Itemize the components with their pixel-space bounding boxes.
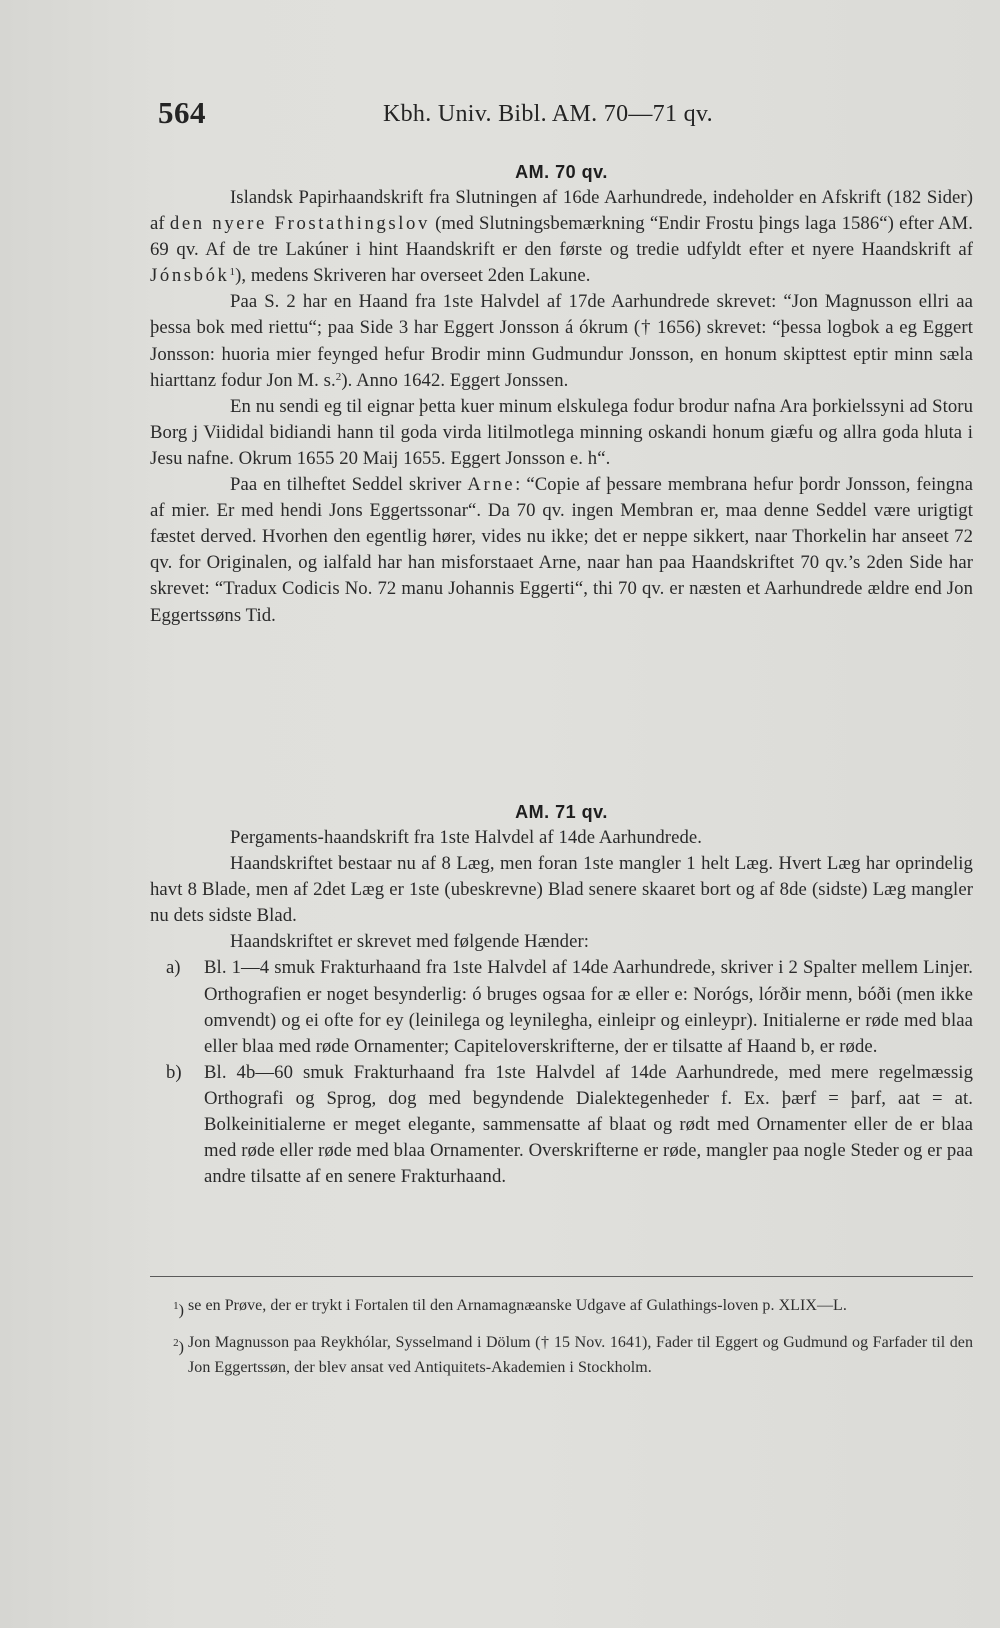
text-segment-spaced: Jónsbók bbox=[150, 265, 230, 287]
text-segment: Paa en tilheftet Seddel skriver bbox=[230, 474, 468, 496]
section-am-71 bbox=[150, 802, 973, 1190]
paragraph-am71-2: Haandskriftet bestaar nu af 8 Læg, men foran 1ste mangler 1 helt Læg. Hvert Læg har oprindelig havt 8 Blade, men af 2det Læg er 1ste (ubeskrevne) Blad senere skaaret bort og af 8de (sidste) Læg mangler nu dets sidste Blad. bbox=[150, 853, 973, 927]
footnote-2 bbox=[150, 1331, 973, 1380]
text-segment: ), medens Skriveren har overseet 2den Lakune. bbox=[235, 265, 591, 287]
hands-list bbox=[150, 955, 973, 1190]
text-segment: (med Slutningsbemærkning “Endir Frostu þings laga 1586“) efter AM. 69 qv. Af de tre Lakúner i hint Haandskrift er den første og tredie udfyldt efter et nyere Haandskrift af bbox=[150, 213, 973, 261]
text-segment: Paa S. 2 har en Haand fra 1ste Halvdel af 17de Aarhundrede skrevet: “Jon Magnusson ellri aa þessa bok med riettu“; paa Side 3 har Eggert Jonsson á ókrum († 1656) skrevet: “þessa logbok a eg Eggert Jonsson: huoria mier feynged hefur Brodir minn Gudmundur Jonsson, en honum skipttest eptir minn sæla hiarttanz fodur Jon M. s. bbox=[150, 291, 973, 391]
paragraph-am70-1 bbox=[150, 185, 973, 289]
footnote-divider bbox=[150, 1276, 973, 1277]
footnote-ref-1: 1 bbox=[229, 266, 236, 279]
footnote-1 bbox=[150, 1294, 973, 1323]
page-number: 564 bbox=[158, 95, 206, 130]
text-segment-spaced: Arne bbox=[467, 474, 516, 496]
paragraph-am70-4 bbox=[150, 472, 973, 629]
list-item-text: Bl. 4b—60 smuk Frakturhaand fra 1ste Halvdel af 14de Aarhundrede, med mere regelmæssig Orthografi og Sprog, dog med begyndende Dialektegenheder f. Ex. þærf = þarf, aat = at. Bolkeinitialerne er meget elegante, sammensatte af blaat og rødt med Ornamenter eller de er blaa med røde eller røde med blaa Ornamenter. Overskrifterne er røde, mangler paa nogle Steder og er paa andre tilsatte af en senere Frakturhaand. bbox=[204, 1061, 973, 1188]
list-marker: a) bbox=[166, 957, 181, 979]
list-item bbox=[150, 1060, 973, 1190]
list-item bbox=[150, 955, 973, 1059]
footnote-mark: $^2$) bbox=[173, 1337, 184, 1356]
footnote-mark-number: 2 bbox=[173, 1337, 179, 1349]
list-item-text: Bl. 1—4 smuk Frakturhaand fra 1ste Halvdel af 14de Aarhundrede, skriver i 2 Spalter mellem Linjer. Orthografien er noget besynderlig: ó bruges ogsaa for æ eller e: Norógs, lórðir menn, bóði (men ikke omvendt) og ei ofte for ey (leinilega og leynilegha, einleipr og einleypr). Initialerne er røde med blaa eller blaa med røde Ornamenter; Capiteloverskrifterne, der er tilsatte af Haand b, er røde. bbox=[204, 957, 973, 1057]
paragraph-am71-1: Pergaments-haandskrift fra 1ste Halvdel af 14de Aarhundrede. bbox=[230, 827, 702, 848]
paragraph-am70-3 bbox=[150, 394, 973, 472]
section-title-am-70: AM. 70 qv. bbox=[515, 162, 608, 182]
section-am-70 bbox=[150, 162, 973, 629]
footnote-ref-2: 2 bbox=[335, 370, 342, 383]
footnote-mark: $^1$) bbox=[173, 1300, 184, 1319]
text-segment: ). Anno 1642. Eggert Jonssen. bbox=[341, 369, 569, 391]
section-title-am-71: AM. 71 qv. bbox=[515, 802, 608, 822]
running-title: Kbh. Univ. Bibl. AM. 70—71 qv. bbox=[383, 101, 713, 127]
footnote-text: se en Prøve, der er trykt i Fortalen til den Arnamagnæanske Udgave af Gulathings-loven p. XLIX—L. bbox=[188, 1297, 847, 1314]
page-header bbox=[158, 90, 808, 136]
paragraph-am71-3: Haandskriftet er skrevet med følgende Hænder: bbox=[230, 931, 590, 953]
paragraph-am70-2 bbox=[150, 289, 973, 393]
text-segment: En nu sendi eg til eignar þetta kuer minum elskulega fodur brodur nafna Ara þorkielssyni ad Storu Borg j Viididal bidiandi hann til goda virda litilmotlega minning oskandi honum giæfu og allra goda hluta i Jesu nafne. Okrum 1655 20 Maij 1655. Eggert Jonsson e. h“. bbox=[150, 395, 973, 469]
text-segment: Islandsk Papirhaandskrift fra Slutningen af 16de Aarhundrede, indeholder en Afskrift (182 Sider) af bbox=[150, 187, 973, 235]
footnotes bbox=[150, 1294, 973, 1388]
text-segment-spaced: den nyere Frostathingslov bbox=[169, 213, 430, 235]
list-marker: b) bbox=[166, 1061, 182, 1083]
text-segment: : “Copie af þessare membrana hefur þordr Jonsson, feingna af mier. Er med hendi Jons Eggertssonar“. Da 70 qv. ingen Membran er, maa denne Seddel være urigtigt fæstet derved. Hvorhen den egentlig hører, vides nu ikke; det er neppe sikkert, naar Thorkelin har anseet 72 qv. for Originalen, og ialfald har han misforstaaet Arne, naar han paa Haandskriftet 70 qv.’s 2den Side har skrevet: “Tradux Codicis No. 72 manu Johannis Eggerti“, thi 70 qv. er næsten et Aarhundrede ældre end Jon Eggertssøns Tid. bbox=[150, 474, 973, 626]
footnote-text: Jon Magnusson paa Reykhólar, Sysselmand i Dölum († 15 Nov. 1641), Fader til Eggert og Gudmund og Farfader til den Jon Eggertssøn, der blev ansat ved Antiquitets-Akademien i Stockholm. bbox=[188, 1334, 973, 1376]
footnote-mark-number: 1 bbox=[173, 1300, 179, 1312]
